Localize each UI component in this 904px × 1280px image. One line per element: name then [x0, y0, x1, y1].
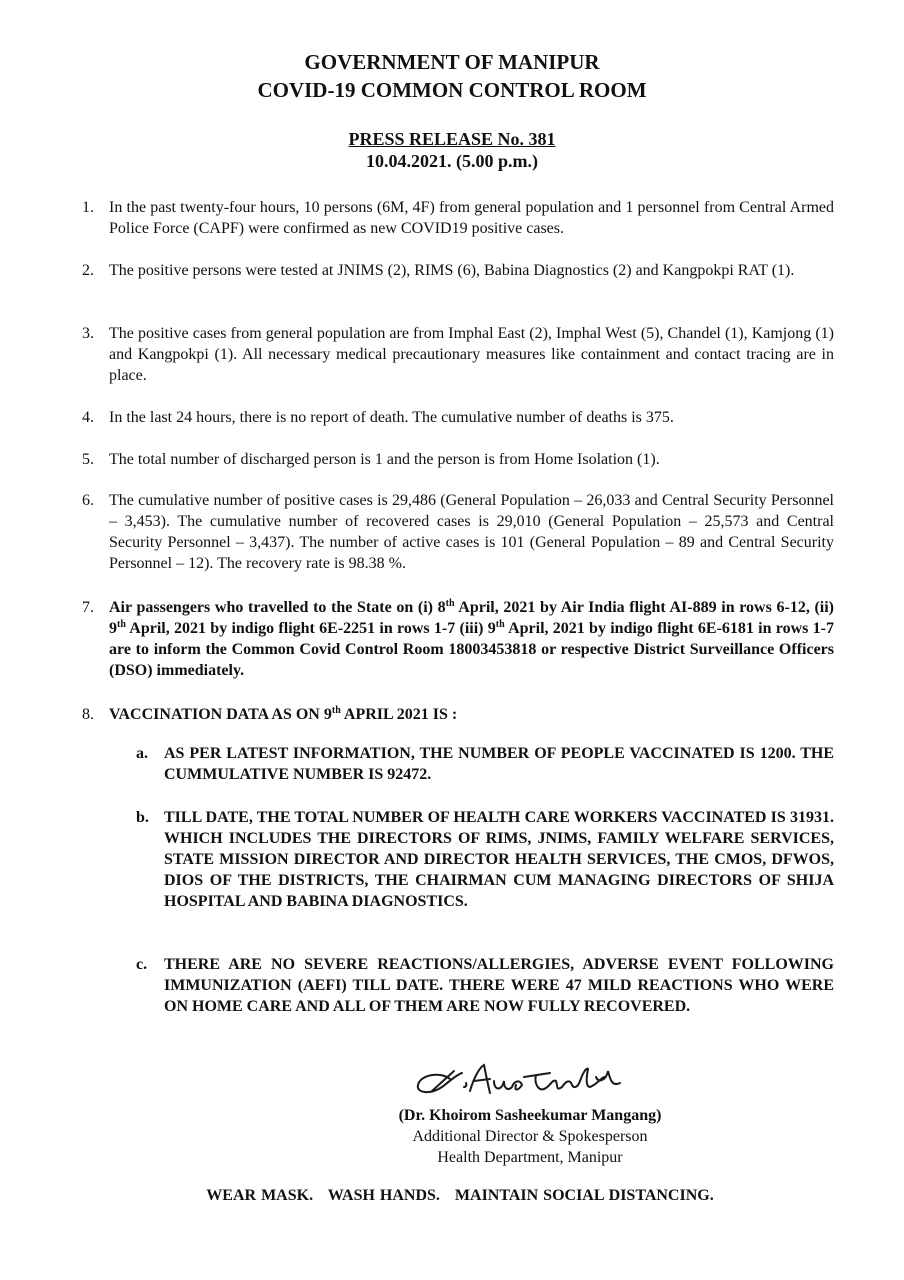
sub-item-text: TILL DATE, THE TOTAL NUMBER OF HEALTH CARE WORKERS VACCINATED IS 31931. WHICH INCLUDES THE DIRECTORS OF RIMS, JNIMS, FAMILY WELFARE SERVICES, STATE MISSION DIRECTOR AND DIRECTOR HEALTH SERVICES, THE CMOS, DFWOS, DIOS OF THE DISTRICTS, THE CHAIRMAN CUM MANAGING DIRECTORS OF SHIJA HOSPITAL AND BABINA DIAGNOSTICS.	[164, 809, 834, 910]
ordinal-suffix: th	[331, 705, 341, 716]
signatory-name: (Dr. Khoirom Sasheekumar Mangang)	[398, 1107, 662, 1124]
handwritten-signature	[410, 1057, 640, 1105]
item-number: 3.	[82, 325, 94, 342]
sub-item-text: AS PER LATEST INFORMATION, THE NUMBER OF PEOPLE VACCINATED IS 1200. THE CUMMULATIVE NUMBER IS 92472.	[164, 745, 834, 783]
sub-item-letter: b.	[136, 809, 149, 826]
sub-item-letter: a.	[136, 745, 148, 762]
heading-text-part: VACCINATION DATA AS ON 9	[109, 706, 332, 723]
item-number: 2.	[82, 262, 94, 279]
item-number: 7.	[82, 599, 94, 616]
item-text: The positive persons were tested at JNIMS (2), RIMS (6), Babina Diagnostics (2) and Kangpokpi RAT (1).	[109, 262, 795, 279]
control-room-heading: COVID-19 COMMON CONTROL ROOM	[257, 78, 647, 102]
government-heading: GOVERNMENT OF MANIPUR	[304, 50, 600, 74]
item-number: 4.	[82, 409, 94, 426]
heading-text-part: APRIL 2021 IS :	[340, 706, 458, 723]
ordinal-suffix: th	[117, 619, 126, 630]
signatory-designation: Additional Director & Spokesperson	[412, 1128, 648, 1145]
item-text: The positive cases from general population are from Imphal East (2), Imphal West (5), Chandel (1), Kamjong (1) and Kangpokpi (1). All necessary medical precautionary measures like containment and contact tracing are in place.	[109, 325, 834, 384]
ordinal-suffix: th	[445, 598, 455, 609]
item-text	[109, 704, 834, 725]
signatory-department: Health Department, Manipur	[437, 1149, 623, 1166]
item-text	[109, 597, 834, 681]
release-title	[0, 129, 904, 150]
sub-item-letter: c.	[136, 956, 148, 973]
notice-text-part: April, 2021 by indigo flight 6E-2251 in rows 1-7 (iii) 9	[125, 620, 496, 637]
notice-text-part: April, 2021 by indigo flight 6E-6181 in rows 1-7 are to inform the Common Covid Control Room 18003453818 or respective District Surveillance Officers (DSO) immediately.	[109, 620, 834, 679]
ordinal-suffix: th	[495, 619, 505, 630]
safety-slogan-text: WEAR MASK. WASH HANDS. MAINTAIN SOCIAL DISTANCING.	[206, 1187, 714, 1204]
item-text: In the last 24 hours, there is no report of death. The cumulative number of deaths is 375.	[109, 409, 674, 426]
item-number: 6.	[82, 492, 94, 509]
item-text: In the past twenty-four hours, 10 persons (6M, 4F) from general population and 1 personnel from Central Armed Police Force (CAPF) were confirmed as new COVID19 positive cases.	[109, 199, 834, 237]
item-number: 8.	[82, 706, 94, 723]
item-text: The cumulative number of positive cases is 29,486 (General Population – 26,033 and Central Security Personnel – 3,453). The cumulative number of recovered cases is 29,010 (General Population – 25,573 and Central Security Personnel – 3,437). The number of active cases is 101 (General Population – 89 and Central Security Personnel – 12). The recovery rate is 98.38 %.	[109, 492, 834, 572]
item-number: 1.	[82, 199, 94, 216]
release-date: 10.04.2021. (5.00 p.m.)	[366, 151, 538, 171]
notice-text-part: Air passengers who travelled to the State on (i) 8	[109, 599, 446, 616]
sub-item-text: THERE ARE NO SEVERE REACTIONS/ALLERGIES, ADVERSE EVENT FOLLOWING IMMUNIZATION (AEFI) TILL DATE. THERE WERE 47 MILD REACTIONS WHO WERE ON HOME CARE AND ALL OF THEM ARE NOW FULLY RECOVERED.	[164, 956, 834, 1015]
item-number: 5.	[82, 451, 94, 468]
release-title-text: PRESS RELEASE No. 381	[348, 129, 556, 149]
item-text: The total number of discharged person is 1 and the person is from Home Isolation (1).	[109, 451, 660, 468]
notice-text-part: April, 2021 by Air India flight AI-889 in rows 6-12, (ii) 9	[109, 599, 835, 637]
safety-slogan	[0, 1187, 904, 1205]
